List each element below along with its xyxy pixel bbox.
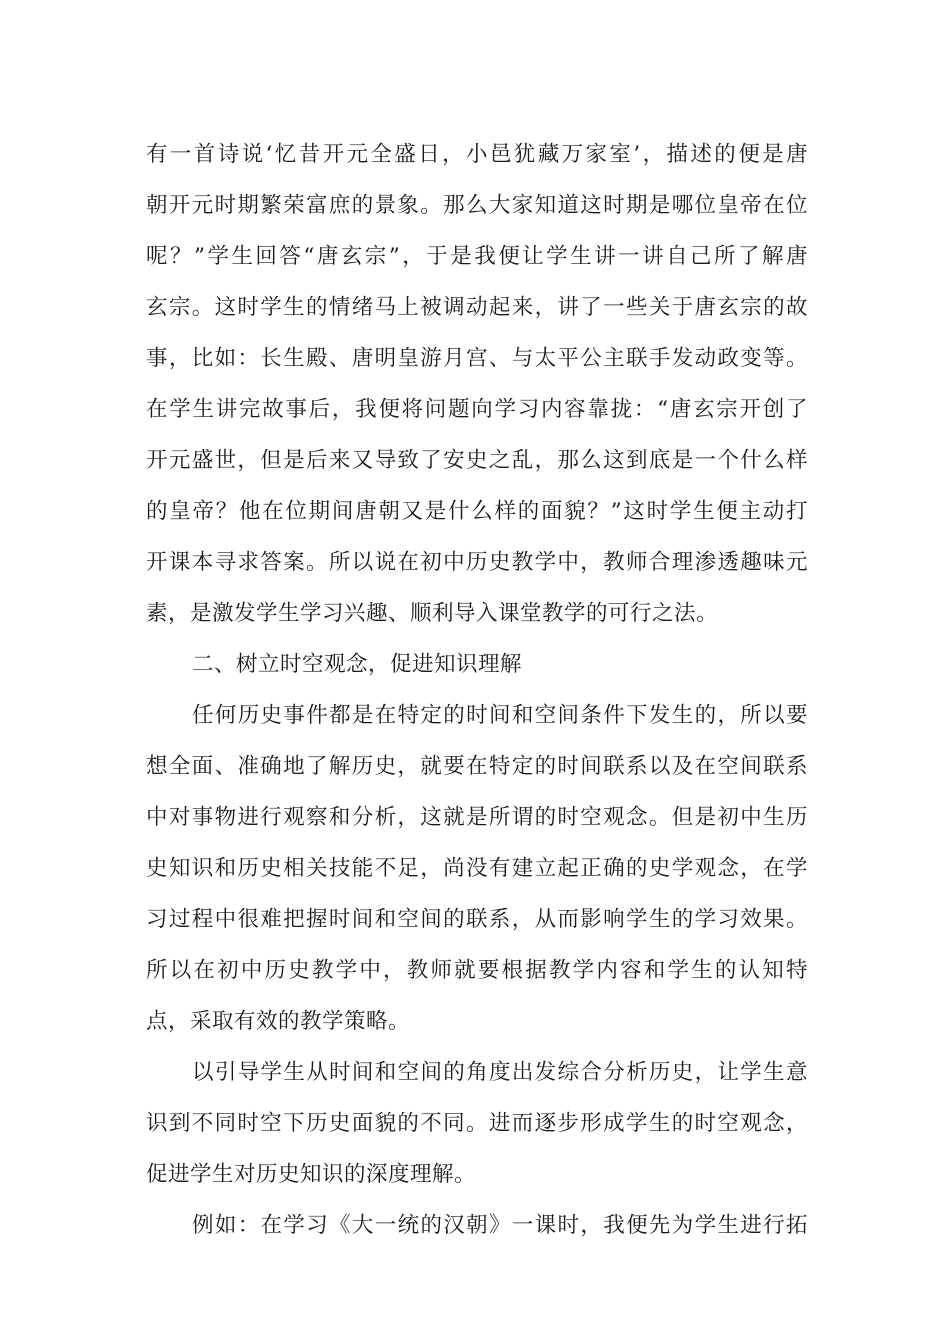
text-line: 点，采取有效的教学策略。	[146, 1009, 411, 1034]
text-line: 素，是激发学生学习兴趣、顺利导入课堂教学的可行之法。	[146, 601, 719, 626]
text-line: 事，比如：长生殿、唐明皇游月宫、与太平公主联手发动政变等。	[146, 346, 808, 371]
text-line: 中对事物进行观察和分析，这就是所谓的时空观念。但是初中生历	[146, 805, 808, 830]
text-line: 在学生讲完故事后，我便将问题向学习内容靠拢：“唐玄宗开创了	[146, 397, 808, 422]
text-line: 任何历史事件都是在特定的时间和空间条件下发生的，所以要	[192, 703, 808, 728]
text-line: 开课本寻求答案。所以说在初中历史教学中，教师合理渗透趣味元	[146, 550, 808, 575]
text-line: 促进学生对历史知识的深度理解。	[146, 1162, 477, 1187]
section-heading: 二、树立时空观念，促进知识理解	[192, 652, 523, 677]
text-line: 史知识和历史相关技能不足，尚没有建立起正确的史学观念，在学	[146, 856, 808, 881]
text-line: 朝开元时期繁荣富庶的景象。那么大家知道这时期是哪位皇帝在位	[146, 193, 808, 218]
text-line: 有一首诗说‘忆昔开元全盛日，小邑犹藏万家室’，描述的便是唐	[146, 142, 808, 167]
text-line: 习过程中很难把握时间和空间的联系，从而影响学生的学习效果。	[146, 907, 808, 932]
text-line: 开元盛世，但是后来又导致了安史之乱，那么这到底是一个什么样	[146, 448, 808, 473]
text-line: 想全面、准确地了解历史，就要在特定的时间联系以及在空间联系	[146, 754, 808, 779]
text-line: 以引导学生从时间和空间的角度出发综合分析历史，让学生意	[192, 1060, 808, 1085]
text-line: 识到不同时空下历史面貌的不同。进而逐步形成学生的时空观念，	[146, 1111, 808, 1136]
text-line: 玄宗。这时学生的情绪马上被调动起来，讲了一些关于唐玄宗的故	[146, 295, 808, 320]
text-line: 所以在初中历史教学中，教师就要根据教学内容和学生的认知特	[146, 958, 808, 983]
text-line: 例如：在学习《大一统的汉朝》一课时，我便先为学生进行拓	[192, 1213, 808, 1238]
text-line: 的皇帝？他在位期间唐朝又是什么样的面貌？”这时学生便主动打	[146, 499, 808, 524]
text-line: 呢？”学生回答“唐玄宗”，于是我便让学生讲一讲自己所了解唐	[146, 244, 808, 269]
